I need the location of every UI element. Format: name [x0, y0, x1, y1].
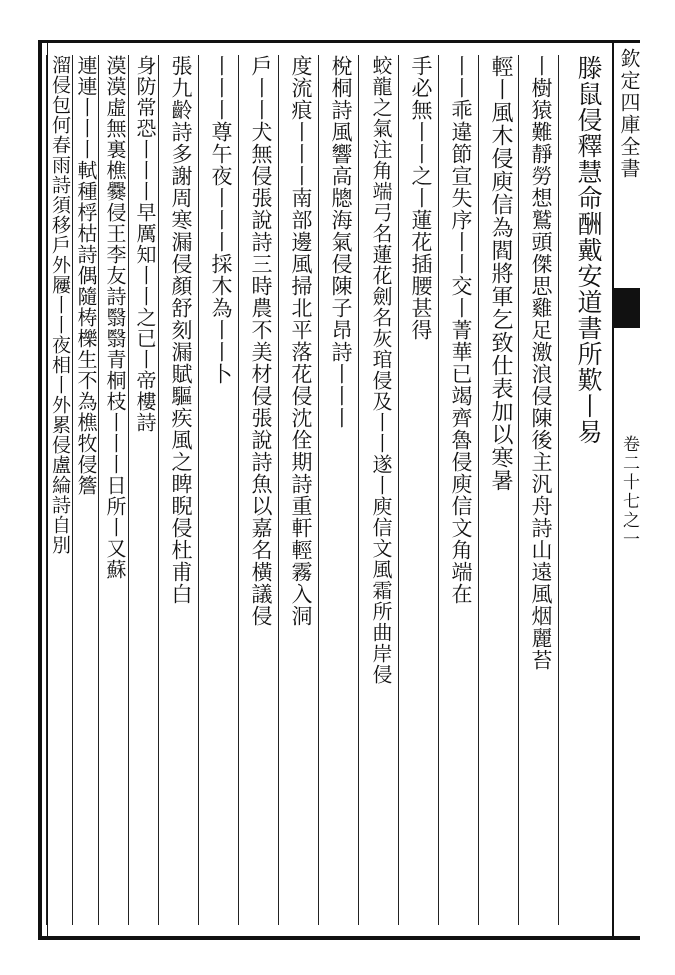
column-text-3a: 手必無丨丨之丨蓮花插腰甚得 [409, 55, 433, 341]
text-column-6b-wrap [128, 55, 158, 925]
column-text-7b: 連連丨丨丨軾種桴枯詩偶隨梼櫟生不為樵牧侵簷 [74, 55, 98, 496]
column-text-8a: 溜侵包何春雨詩須移戶外屨丨丨夜相丨外累侵盧綸詩自別 [49, 55, 71, 555]
text-column-1b-wrap [518, 55, 558, 925]
column-text-7a: 漠漠虛無裏樵爨侵王李友詩翳翳青桐枝丨丨丨日所丨又蘇 [103, 55, 127, 580]
fishtail-mark [612, 288, 640, 328]
text-column-7 [98, 55, 128, 925]
text-column-8 [46, 55, 72, 925]
column-text-1b: 丨樹猿難靜勞想鷲頭傑思雞足激浪侵陳後主汎舟詩山遠風烟麗苔 [529, 55, 553, 671]
column-text-2b: 丨丨乖違節宣失序丨丨交丨菁華已竭齊魯侵庾信文角端在 [449, 55, 473, 605]
column-text-6b: 身防常恐丨丨丨早厲知丨丨之已丨帝樓詩 [133, 55, 157, 433]
text-column-5b-wrap [198, 55, 238, 925]
column-text-6a: 張九齡詩多謝周寒漏侵顏舒刻漏賦驅疾風之睥睨侵杜甫白 [169, 55, 193, 605]
text-column-4b-wrap [278, 55, 318, 925]
column-text-5a: 戶丨丨犬無侵張說詩三時農不美材侵張說詩魚以嘉名橫議侵 [249, 55, 273, 627]
text-column-1 [558, 55, 613, 925]
text-column-5 [238, 55, 278, 925]
text-column-2b-wrap [438, 55, 478, 925]
text-column-3b-wrap [358, 55, 398, 925]
page-margin-band [612, 40, 640, 940]
column-text-3b: 蛟龍之氣注角端弓名蓮花劍名灰琯侵及丨丨遂丨庾信文風霜所曲岸侵 [369, 55, 393, 685]
text-column-3 [398, 55, 438, 925]
text-column-4 [318, 55, 358, 925]
column-text-1a: 滕鼠侵釋慧命酬戴安道書所歎丨易 [574, 55, 603, 445]
column-text-4a: 梲桐詩風響高牕海氣侵陳子昂詩丨丨丨 [329, 55, 353, 429]
text-column-7b-wrap [72, 55, 98, 925]
volume-label: 卷二十七之一 [619, 435, 639, 549]
column-text-5b: 丨丨丨尊午夜丨丨丨採木為丨丨卜 [209, 55, 233, 385]
column-text-4b: 度流痕丨丨丨南部邊風掃北平落花侵沈佺期詩重軒輕霧入洞 [289, 55, 313, 627]
text-column-8b-wrap [44, 55, 46, 925]
column-text-2a: 輕丨風木侵庾信為閻將軍乞致仕表加以寒暑 [488, 55, 513, 492]
book-title: 欽定四庫全書 [617, 48, 641, 180]
column-text-8b [22, 55, 46, 925]
text-column-2 [478, 55, 518, 925]
text-column-6 [158, 55, 198, 925]
